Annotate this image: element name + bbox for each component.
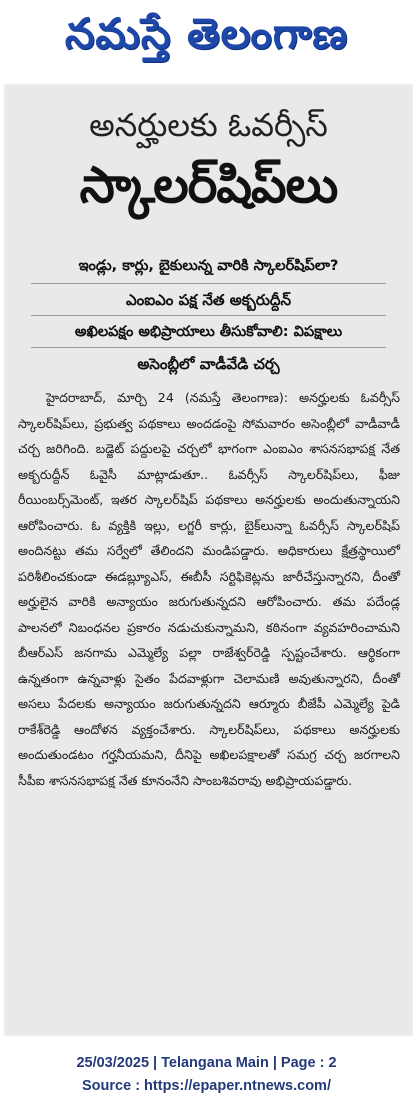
- subhead-4: అసెంబ్లీలో వాడీవేడి చర్చ: [137, 355, 280, 373]
- subhead-1: ఇండ్లు, కార్లు, బైకులున్న వారికి స్కాలర్‌షిప్‌లా?: [78, 258, 339, 274]
- edition-info: 25/03/2025 | Telangana Main | Page : 2: [76, 1055, 337, 1071]
- footer: [0, 1052, 413, 1098]
- divider: [31, 283, 386, 284]
- subhead-2: ఎంఐఎం పక్ష నేత అక్బరుద్దీన్: [125, 291, 292, 309]
- article-clipping: [5, 85, 412, 1035]
- source-link[interactable]: Source : https://epaper.ntnews.com/: [82, 1078, 331, 1094]
- newspaper-logo: నమస్తే తెలంగాణ: [64, 9, 349, 58]
- article-headline: స్కాలర్‌షిప్‌లు: [79, 156, 338, 214]
- article-kicker: అనర్హులకు ఓవర్సీస్: [89, 106, 328, 144]
- divider: [31, 315, 386, 316]
- article-body: హైదరాబాద్, మార్చి 24 (నమస్తే తెలంగాణ): అనర్హులకు ఓవర్సీస్ స్కాలర్‌షిప్‌లు, ప్రభుత్వ పథకాలు అందడంపై సోమవారం అసెంబ్లీలో వాడీవాడీ చర్చ జరిగింది. బడ్జెట్ పద్దులపై చర్చలో భాగంగా ఎంఐఎం శాసనసభాపక్ష నేత అక్బరుద్దీన్ ఓవైసీ మాట్లాడుతూ.. ఓవర్సీస్ స్కాలర్‌షిప్‌లు, ఫీజు రీయింబర్స్‌మెంట్, ఇతర స్కాలర్‌షిప్ పథకాలు అనర్హులకు అందుతున్నాయని ఆరోపించారు. ఓ వ్యక్తికి ఇల్లు, లగ్జరీ కార్లు, బైక్‌లున్నా ఓవర్సీస్ స్కాలర్‌షిప్ అందినట్టు తమ సర్వేలో తేలిందని మండిపడ్డారు. అధికారులు క్షేత్రస్థాయిలో పరిశీలించకుండా ఈడబ్ల్యూఎస్, ఈబీసీ సర్టిఫికెట్లను జారీచేస్తున్నారని, దీంతో అర్హులైన వారికి అన్యాయం జరుగుతున్నదని ఆరోపించారు. తమ పదేండ్ల పాలనలో నిబంధనల ప్రకారం నడుచుకున్నామని, కఠినంగా వ్యవహరించామని బీఆర్‌ఎస్ జనగామ ఎమ్మెల్యే పల్లా రాజేశ్వర్‌రెడ్డి స్పష్టంచేశారు. ఆర్థికంగా ఉన్నతంగా ఉన్నవాళ్లు సైతం పేదవాళ్లుగా చెలామణి అవుతున్నారని, దీంతో అసలు పేదలకు అన్యాయం జరుగుతున్నదని ఆర్మూరు బీజేపీ ఎమ్మెల్యే పైడి రాకేశ్‌రెడ్డి ఆందోళన వ్యక్తంచేశారు. స్కాలర్‌షిప్‌లు, పథకాలు అనర్హులకు అందుతుండటం గర్హనీయమని, దీనిపై అఖిలపక్షాలతో సమగ్ర చర్చ జరగాలని సీపీఐ శాసనసభాపక్ష నేత కూనంనేని సాంబశివరావు అభిప్రాయపడ్డారు.: [18, 390, 400, 788]
- masthead: [0, 0, 413, 78]
- subhead-3: అఖిలపక్షం అభిప్రాయాలు తీసుకోవాలి: విపక్షాలు: [74, 324, 343, 340]
- divider: [31, 347, 386, 348]
